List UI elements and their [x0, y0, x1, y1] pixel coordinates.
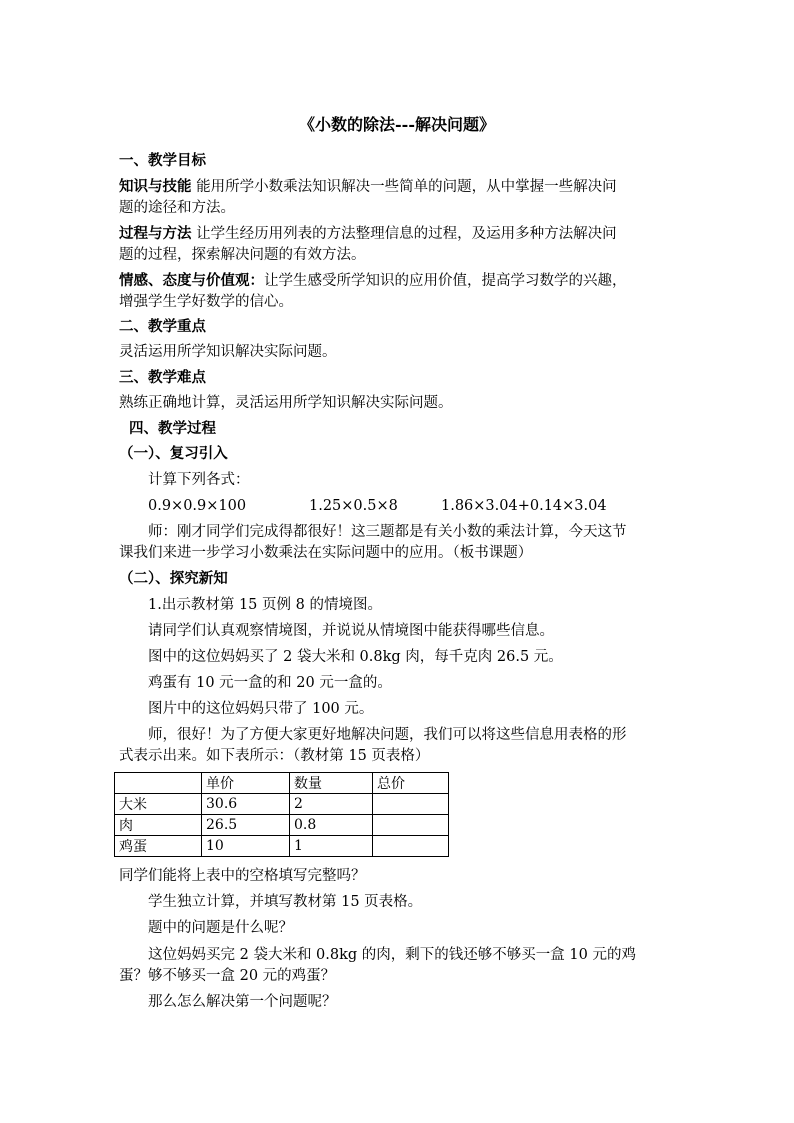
- table-header-cell: 数量: [290, 773, 373, 794]
- calc-expression-1: 0.9×0.9×100: [148, 498, 247, 514]
- objective-knowledge-cont: 题的途径和方法。: [119, 200, 235, 216]
- explore-line-5: 图片中的这位妈妈只带了 100 元。: [148, 701, 374, 717]
- after-table-line-5: 蛋？够不够买一盒 20 元的鸡蛋？: [119, 968, 336, 984]
- after-table-line-2: 学生独立计算，并填写教材第 15 页表格。: [148, 894, 423, 910]
- objective-process-cont: 题的过程，探索解决问题的有效方法。: [119, 247, 366, 263]
- explore-line-4: 鸡蛋有 10 元一盒的和 20 元一盒的。: [148, 675, 392, 691]
- explore-line-3: 图中的这位妈妈买了 2 袋大米和 0.8kg 肉，每千克肉 26.5 元。: [148, 649, 563, 665]
- objective-process-text: 让学生经历用列表的方法整理信息的过程，及运用多种方法解决问: [196, 226, 617, 242]
- explore-line-6: 师，很好！为了方便大家更好地解决问题，我们可以将这些信息用表格的形: [148, 727, 627, 743]
- objective-knowledge-label: 知识与技能: [119, 178, 192, 195]
- table-cell: 0.8: [290, 815, 373, 836]
- explore-line-1: 1.出示教材第 15 页例 8 的情境图。: [148, 597, 382, 613]
- calc-expression-2: 1.25×0.5×8: [309, 498, 398, 514]
- table-header-cell: 单价: [202, 773, 290, 794]
- objective-process: [119, 224, 617, 244]
- explore-line-2: 请同学们认真观察情境图，并说说从情境图中能获得哪些信息。: [148, 623, 554, 639]
- objective-knowledge: [119, 177, 617, 197]
- document-title: 《小数的除法---解决问题》: [299, 115, 495, 134]
- objective-emotion-text: 让学生感受所学知识的应用价值，提高学习数学的兴趣，: [264, 273, 627, 289]
- table-cell: 30.6: [202, 794, 290, 815]
- info-table: [114, 772, 449, 857]
- table-row: [115, 794, 449, 815]
- key-points-text: 灵活运用所学知识解决实际问题。: [119, 344, 337, 360]
- section-heading-key-points: 二、教学重点: [119, 318, 206, 335]
- objective-emotion: [119, 271, 627, 291]
- table-row: [115, 815, 449, 836]
- table-header-cell: 总价: [373, 773, 449, 794]
- objective-emotion-label: 情感、态度与价值观：: [119, 272, 264, 289]
- table-row: [115, 836, 449, 857]
- table-cell: 10: [202, 836, 290, 857]
- subsection-heading-review: （一）、复习引入: [119, 445, 228, 462]
- calc-expression-3: 1.86×3.04+0.14×3.04: [441, 498, 607, 514]
- table-cell: 26.5: [202, 815, 290, 836]
- table-cell: [373, 836, 449, 857]
- section-heading-process: 四、教学过程: [129, 420, 216, 437]
- table-cell: [373, 815, 449, 836]
- objective-emotion-cont: 增强学生学好数学的信心。: [119, 294, 293, 310]
- explore-line-7: 式表示出来。如下表所示：（教材第 15 页表格）: [119, 748, 430, 764]
- table-header-row: [115, 773, 449, 794]
- teacher-remark-1-cont: 课我们来进一步学习小数乘法在实际问题中的应用。（板书课题）: [119, 545, 533, 561]
- section-heading-difficulties: 三、教学难点: [119, 369, 206, 386]
- after-table-line-1: 同学们能将上表中的空格填写完整吗？: [119, 868, 366, 884]
- table-cell: 鸡蛋: [115, 836, 202, 857]
- table-header-cell: [115, 773, 202, 794]
- table-cell: 1: [290, 836, 373, 857]
- section-heading-objectives: 一、教学目标: [119, 152, 206, 169]
- calc-instruction: 计算下列各式：: [148, 472, 250, 488]
- table-cell: 2: [290, 794, 373, 815]
- after-table-line-6: 那么怎么解决第一个问题呢？: [148, 994, 337, 1010]
- objective-knowledge-text: 能用所学小数乘法知识解决一些简单的问题，从中掌握一些解决问: [196, 179, 617, 195]
- table-cell: 肉: [115, 815, 202, 836]
- teacher-remark-1: 师：刚才同学们完成得都很好！这三题都是有关小数的乘法计算，今天这节: [148, 524, 627, 540]
- objective-process-label: 过程与方法: [119, 225, 192, 242]
- difficulties-text: 熟练正确地计算，灵活运用所学知识解决实际问题。: [119, 395, 453, 411]
- table-cell: [373, 794, 449, 815]
- after-table-line-3: 题中的问题是什么呢？: [148, 920, 293, 936]
- table-cell: 大米: [115, 794, 202, 815]
- after-table-line-4: 这位妈妈买完 2 袋大米和 0.8kg 的肉，剩下的钱还够不够买一盒 10 元的鸡: [148, 947, 636, 963]
- subsection-heading-explore: （二）、探究新知: [119, 570, 228, 587]
